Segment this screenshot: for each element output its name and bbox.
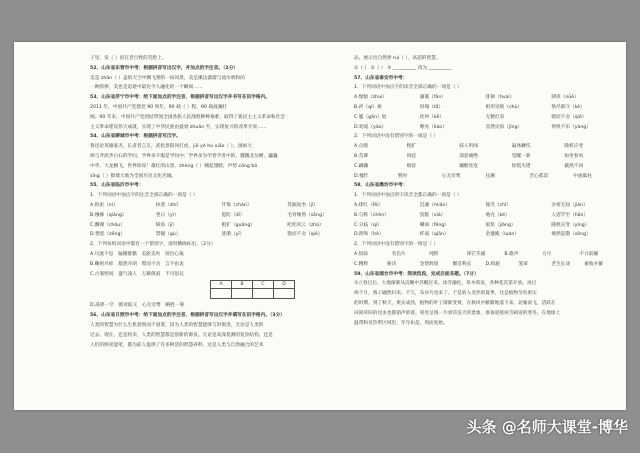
question-heading: 53、山东省济宁市中考：给下面加点的字注音，根据拼音写出汉字并书写在田字格内。 (90, 95, 270, 101)
option-row (354, 221, 617, 231)
text-line: B.鞠躬尽瘁 豁然开朗 锲而不舍 言不由衷 (90, 261, 184, 267)
text-line: 品，展示出自然界 ruì（ ）、高超的智慧。 (354, 56, 441, 61)
text-line: 阔。90 年来，中国共产党团结带领全国各族人民战胜种种艰难，取得了新民主主义革命和社会 (90, 114, 285, 120)
option-text: 犄角（jī） (155, 222, 178, 228)
option-text: B.匀称（chèn） (354, 212, 389, 218)
option-text: 禁锢（gù） (155, 232, 181, 238)
text-line: 2．下列每组词语中都有一个错别字，请用横线标出。（2分） (90, 242, 216, 248)
text-line: 田间草际的昆虫也都销声匿迹。到处呈现一片衰草连天的景象，准备迎接风雪载途的寒冬。在地球上 (354, 310, 561, 316)
option-text: 狡黠（xiá） (419, 212, 446, 218)
text-line: D.荡涤一空 断章取义 心无旁骛 略胜一筹 (90, 303, 185, 309)
option-text: 粗犷（guǎng） (221, 222, 256, 228)
text-line: A.川流不息 遍稽群籍 美轮美奂 别出心裁 (90, 251, 184, 257)
option-text: C.蹒跚 (354, 163, 369, 169)
question-heading: 59、山东省烟台市中考：阅读选段，完成后面各题。（7分） (354, 271, 479, 277)
option-text: 涟漪（yī） (221, 232, 245, 238)
option-text: C.酬谢（chóu） (90, 222, 125, 228)
text-line: 过去、现在，还是将来，人类的智慧都是创新的源泉。无论是高深莫测的复杂结构，还是 (90, 332, 273, 338)
option-text: 斑驳 (406, 153, 416, 159)
option-row (354, 123, 617, 133)
option-text: B.荒谬 (354, 153, 369, 159)
option-text: C.精粹 (354, 261, 369, 267)
answer-grid-header: B (232, 281, 253, 289)
option-text: 嗔怒 (406, 163, 416, 169)
option-text: 名信片 (391, 251, 406, 257)
question-heading: 52、山东省东营市中考：根据拼音写出汉字，并加点的字注音。（2分） (90, 65, 239, 71)
text-line: 中华，大龙腾飞，世界惊叹！雄壮的山景，zhèng（ ）翱起翅膀，声势 cōng bō (90, 163, 258, 169)
option-text: 酣首称长 (452, 261, 472, 267)
option-row (354, 152, 617, 162)
right-column (354, 54, 617, 404)
option-text: A.惊骇 (354, 251, 368, 257)
option-text: 遍体鳞伤 (511, 144, 531, 150)
option-text: 纤弱（qiān） (419, 232, 449, 238)
text-line: C.古皱壁间 盛气凌人 万籁俱寂 不可思议 (90, 271, 184, 277)
option-text: 如坐春风 (564, 153, 584, 159)
option-text: 忏悔（chàn） (221, 202, 252, 208)
option-text: 觉醒一新 (511, 153, 531, 159)
question-heading: 58、山东省潍坊市中考： (354, 183, 408, 189)
option-text: D.附和（hè） (354, 232, 384, 238)
left-column (90, 54, 353, 404)
option-row (90, 201, 353, 211)
option-text: 坍塌（tā） (419, 104, 444, 110)
answer-grid-header: A (211, 281, 232, 289)
text-line: ①（ ） ②（ ） ③ __________ 改为 __________ (354, 65, 453, 71)
option-text: 深恶痛绝 (459, 153, 478, 159)
option-row (354, 172, 617, 182)
option-text: B.襁褓（qiǎng） (90, 212, 127, 218)
option-text: 锲而不舍（qiè） (551, 114, 587, 120)
answer-grid (210, 280, 295, 299)
option-text: 心无旁骛 (441, 173, 461, 179)
option-text: 截然不同 (564, 163, 584, 169)
option-text: 笼罩 (518, 261, 528, 267)
option-row (354, 201, 617, 211)
option-text: 纯粹 (429, 251, 439, 257)
text-line: 子里，发（ ）因在老百姓的笑脸上。 (90, 56, 167, 61)
option-row (90, 221, 353, 231)
text-line: 一种韵律，美也是追逐中最先令人融化的一个瞬间…… (90, 85, 203, 91)
option-text: 悚然起敬（sǒng） (551, 232, 591, 238)
text-line: 温带和亚热带区域里，年年如是，周而复始。 (354, 320, 448, 326)
answer-grid-cell[interactable] (253, 289, 274, 299)
option-row (354, 230, 617, 240)
option-text: B.祈（qí）祷 (354, 104, 382, 110)
answer-grid-cell[interactable] (274, 289, 295, 299)
option-text: 沉湎（miǎn） (419, 202, 451, 208)
option-text: 兼收并蓄 (584, 261, 603, 267)
option-text: 怏怏不乐（yàng） (551, 124, 591, 130)
option-text: 恪尽职守（kè） (551, 104, 585, 110)
option-text: 不计前嫌 (579, 251, 599, 257)
option-text: 嘲讽（fěng） (419, 222, 449, 228)
text-line: 2011 年，中国共产党建党 90 周年，90 载（ ）程，90 载波澜壮 (90, 104, 228, 110)
option-row (354, 211, 617, 221)
answer-grid-header: C (253, 281, 274, 289)
text-line: sīng（ ）擦墙大地为全国历史文化名城。 (90, 173, 177, 179)
option-text: A.绯红（fēi） (354, 202, 384, 208)
option-text: 无精打采 (485, 114, 505, 120)
text-line: 主义革命建设伟大成就，实现了中华民族由盛衰 zhuǎn 至，实现复兴的改革开放…… (90, 124, 267, 130)
text-line: 1．下列词语中加点字的注音全部正确的一项是（ ） (90, 193, 198, 199)
option-row (354, 93, 617, 103)
question-heading: 56、山东省日照市中考：给下面加点的字注音，根据拼音写出汉字并填写在田字格内。（3分） (90, 313, 285, 319)
option-text: 老生长谈 (551, 261, 571, 267)
option-text: 惊慌失措 (511, 163, 531, 169)
option-row (90, 211, 353, 221)
option-text: 藩篱（fān） (419, 95, 446, 101)
option-text: 金碧辉煌 (419, 261, 439, 267)
question-heading: 57、山东省泰安市中考： (354, 75, 408, 81)
option-text: 地壳（ké） (485, 212, 510, 218)
answer-grid-cell[interactable] (232, 289, 253, 299)
option-row (354, 162, 617, 172)
text-line: 鲁迅论英雄豪杰，长者者言友，武松景阳冈打虎，jiē yè hú xiāo（ ）。国画大 (90, 144, 252, 150)
text-line: 师与齐鸿齐白石的学问，学界多不服是学问中；学界多为学者学者中的，魏魏北岳横，巍巍 (90, 153, 278, 159)
text-line: 2．下列词语中没有错别字的一组是（ ） (354, 242, 439, 248)
option-text: 肆虐（nüè） (551, 95, 579, 101)
option-row (354, 103, 617, 113)
question-heading: 54、山东省聊城市中考：根据拼音写汉字。 (90, 134, 181, 140)
watermark-text: 头条 @名师大课堂-博华 (466, 418, 628, 436)
option-row (90, 230, 353, 240)
option-row (354, 113, 617, 123)
option-text: 翌日（yì） (155, 212, 179, 218)
option-row (354, 142, 617, 152)
option-text: 骇人听闻 (459, 144, 478, 150)
option-text: 坎坷（kě） (419, 114, 444, 120)
option-text: 船桨（jiǎng） (485, 222, 516, 228)
option-text: 叱咤风云（zhà） (287, 222, 324, 228)
option-text: 狂澜 (485, 173, 495, 179)
option-text: 锋芒毕露 (466, 251, 486, 257)
answer-grid-cell[interactable] (211, 289, 232, 299)
option-text: 苦心孤诣 (529, 173, 549, 179)
option-text: 锲而不舍（qiè） (287, 232, 323, 238)
option-text: 毛骨悚然（sǒng） (287, 212, 327, 218)
option-text: 金銮殿（luán） (485, 232, 520, 238)
exam-paper-sheet (14, 42, 626, 410)
option-text: 嘹亮（liáo） (419, 124, 447, 130)
text-line: 1．下列词语中加点的字读音全都正确的一项是（ ） (354, 193, 462, 199)
option-text: D.愧怍 (354, 173, 369, 179)
option-text: D.斡旋 (485, 261, 500, 267)
option-text: 徘徊（huái） (485, 95, 515, 101)
option-text: B.歌声 (504, 251, 519, 257)
option-text: 秘诀 (386, 261, 397, 267)
question-heading: 55、山东省临沂市中考： (90, 183, 144, 189)
option-text: 藕断丝连 (459, 163, 478, 169)
text-line: 的时期。到了秋天，果实成熟，植物的叶子渐渐变黄，在秋风中簌簌地落下来。北雁南飞，活跃在 (354, 300, 556, 306)
option-text: C.尴（gān）尬 (354, 114, 387, 120)
option-text: 忽然见惊（jīng） (485, 124, 523, 130)
option-text: A.拘泥（ní） (90, 202, 118, 208)
option-text: 人迹罕至（hǎn） (551, 212, 589, 218)
text-line: 人类的智慧为什么生机勃勃而不衰萎，因为人类的智慧能够与时俱进。无论是人类的 (90, 322, 264, 328)
option-text: A.点缀 (354, 144, 368, 150)
option-row (354, 260, 617, 270)
answer-grid-header: D (274, 281, 295, 289)
option-text: 暂时 (397, 173, 408, 179)
option-text: 力尽 (541, 251, 552, 257)
option-text: 执着（zhí） (155, 202, 182, 208)
option-text: 嗤笑（chī） (485, 202, 512, 208)
option-text: A.惴惴（zhuì） (354, 95, 388, 101)
option-text: 箕踞而坐（jī） (287, 202, 318, 208)
option-text: D.憎恶（zēng） (90, 232, 126, 238)
option-text: 提防（dī） (221, 212, 245, 218)
option-text: C.分歧（qí） (354, 222, 382, 228)
option-row (354, 250, 617, 260)
text-line: 2．下列词语中没有错别字的一项是（ ） (354, 134, 439, 140)
option-text: 随机应变（yìng） (551, 222, 590, 228)
text-line: ①立春过后，大地渐渐从沉睡中苏醒过来。冰雪融化，草木萌发，各种花次第开放。再过 (354, 281, 537, 287)
option-text: 中流砥柱 (573, 173, 592, 179)
option-text: 随机应变 (564, 144, 584, 150)
option-text: D.窈窕（yǎo） (354, 124, 387, 130)
text-line: 美是 zhān（ ）盖的天空中飘飞翔的一抹风景，美是溪边潺潺与流水唱和的 (90, 75, 245, 81)
option-text: 相形见绌（chù） (485, 104, 523, 110)
option-text: 亲密无间（jiàn） (551, 202, 588, 208)
text-line: 两个月，燕子翩然归来。不久，布谷鸟也来了。于是转入炎热的夏季，这是植物孕育果实 (354, 291, 537, 297)
text-line: 1．下列词语中加点字的读音全部正确的一项是（ ） (354, 85, 462, 91)
text-line: 人们的鲜亮湿笔，都为前人提供了许多鲜活的智慧养料，这是人类与自然融合的艺术 (90, 342, 264, 348)
option-text: 粗犷 (406, 144, 416, 150)
